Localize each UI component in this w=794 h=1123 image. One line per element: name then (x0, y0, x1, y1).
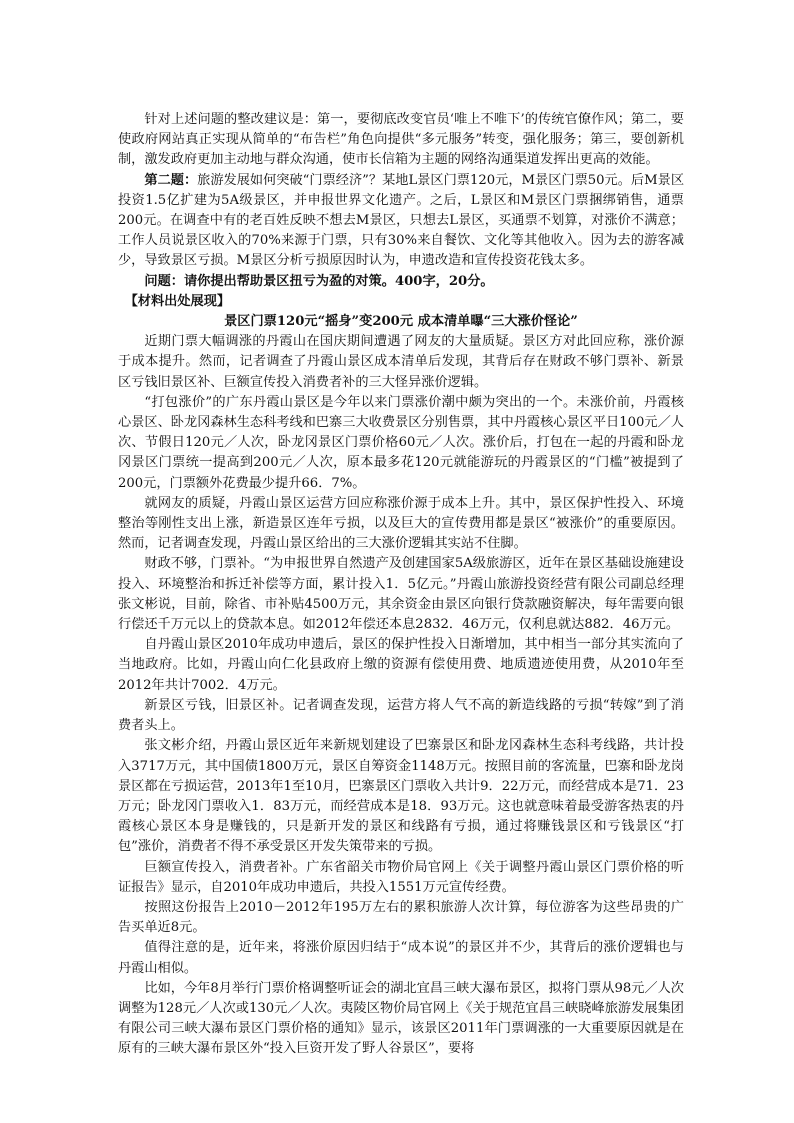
paragraph-new-area-details: 张文彬介绍，丹霞山景区近年来新规划建设了巴寨景区和卧龙冈森林生态科考线路，共计投入3717万元，其中国债1800万元，景区自筹资金1148万元。按照目前的客流量，巴寨和卧龙岗景区都在亏损运营，2013年1至10月，巴寨景区门票收入共计9．22万元，而经营成本是71．23万元；卧龙冈门票收入1．83万元，而经营成本是18．93万元。这也就意味着最受游客热衷的丹霞核心景区本身是赚钱的，只是新开发的景区和线路有亏损，通过将赚钱景区和亏钱景区“打包”涨价，消费者不得不承受景区开发失策带来的亏损。 (118, 738, 684, 855)
question-two-body: 旅游发展如何突破“门票经济”？某地L景区门票120元，M景区门票50元。后M景区投资1.5亿扩建为5A级景区，并申报世界文化遗产。之后，L景区和M景区门票捆绑销售，通票200元。在调查中有的老百姓反映不想去M景区，只想去L景区，买通票不划算，对涨价不满意；工作人员说景区收入的70%来源于门票，只有30%来自餐饮、文化等其他收入。因为去的游客减少，导致景区亏损。M景区分析亏损原因时认为，申遗改造和宣传投资花钱太多。 (118, 172, 685, 269)
article-title: 景区门票120元“摇身”变200元 成本清单曝“三大涨价怪论” (224, 314, 578, 330)
document-page (118, 110, 684, 1060)
section-heading-material-source: 【材料出处展现】 (124, 293, 231, 309)
paragraph-question-two (118, 171, 684, 272)
paragraph-operator-response: 就网友的质疑，丹霞山景区运营方回应称涨价源于成本上升。其中，景区保护性投入、环境整治等刚性支出上涨，新造景区连年亏损，以及巨大的宣传费用都是景区“被涨价”的重要原因。然而，记者调查发现，丹霞山景区给出的三大涨价逻辑其实站不住脚。 (118, 495, 684, 552)
paragraph-advertising-investment: 巨额宣传投入，消费者补。广东省韶关市物价局官网上《关于调整丹霞山景区门票价格的听证报告》显示，自2010年成功申遗后，共投入1551万元宣传经费。 (118, 859, 684, 895)
paragraph-rectification-suggestions: 针对上述问题的整改建议是：第一，要彻底改变官员‘唯上不唯下’的传统官僚作风；第二，要使政府网站真正实现从简单的“布告栏”角色向提供“多元服务”转变，强化服务；第三，要创新机制，激发政府更加主动地与群众沟通，使市长信箱为主题的网络沟通渠道发挥出更高的效能。 (118, 112, 684, 168)
paragraph-question-prompt: 问题：请你提出帮助景区扭亏为盈的对策。400字，20分。 (144, 273, 494, 289)
paragraph-advertising-cost-per-visitor: 按照这份报告上2010－2012年195万左右的累积旅游人次计算，每位游客为这些昂贵的广告买单近8元。 (118, 899, 684, 936)
paragraph-cost-theory-note: 值得注意的是，近年来，将涨价原因归结于“成本说”的景区并不少，其背后的涨价逻辑也与丹霞山相似。 (118, 940, 684, 976)
paragraph-packaged-price-hike: “打包涨价”的广东丹霞山景区是今年以来门票涨价潮中颇为突出的一个。未涨价前，丹霞核心景区、卧龙冈森林生态科考线和巴寨三大收费景区分别售票，其中丹霞核心景区平日100元／人次、节假日120元／人次，卧龙冈景区门票价格60元／人次。涨价后，打包在一起的丹霞和卧龙冈景区门票统一提高到200元／人次，原本最多花120元就能游玩的丹霞景区的“门槛”被提到了200元，门票额外花费最少提升66．7%。 (118, 394, 684, 491)
paragraph-article-intro: 近期门票大幅调涨的丹霞山在国庆期间遭遇了网友的大量质疑。景区方对此回应称，涨价源于成本提升。然而，记者调查了丹霞山景区成本清单后发现，其背后存在财政不够门票补、新景区亏钱旧景区补、巨额宣传投入消费者补的三大怪异涨价逻辑。 (118, 334, 684, 390)
paragraph-finance-shortfall: 财政不够，门票补。“为申报世界自然遗产及创建国家5A级旅游区，近年在景区基础设施建设投入、环境整治和拆迁补偿等方面，累计投入1．5亿元。”丹霞山旅游投资经营有限公司副总经理张文彬说，目前，除省、市补贴4500万元，其余资金由景区向银行贷款融资解决，每年需要向银行偿还千万元以上的贷款本息。如2012年偿还本息2832．46万元，仅利息就达882．46万元。 (118, 556, 684, 633)
paragraph-new-area-losses: 新景区亏钱，旧景区补。记者调查发现，运营方将人气不高的新造线路的亏损“转嫁”到了消费者头上。 (118, 697, 684, 734)
paragraph-protective-investment: 自丹霞山景区2010年成功申遗后，景区的保护性投入日渐增加，其中相当一部分其实流向了当地政府。比如，丹霞山向仁化县政府上缴的资源有偿使用费、地质遗迹使用费，从2010年至2012年共计7002．4万元。 (118, 637, 684, 693)
question-two-label: 第二题： (144, 172, 198, 188)
paragraph-three-gorges-example: 比如，今年8月举行门票价格调整听证会的湖北宜昌三峡大瀑布景区，拟将门票从98元／人次调整为128元／人次或130元／人次。夷陵区物价局官网上《关于规范宜昌三峡晓峰旅游发展集团有限公司三峡大瀑布景区门票价格的通知》显示，该景区2011年门票调涨的一大重要原因就是在原有的三峡大瀑布景区外“投入巨资开发了野人谷景区”，要将 (118, 980, 684, 1057)
